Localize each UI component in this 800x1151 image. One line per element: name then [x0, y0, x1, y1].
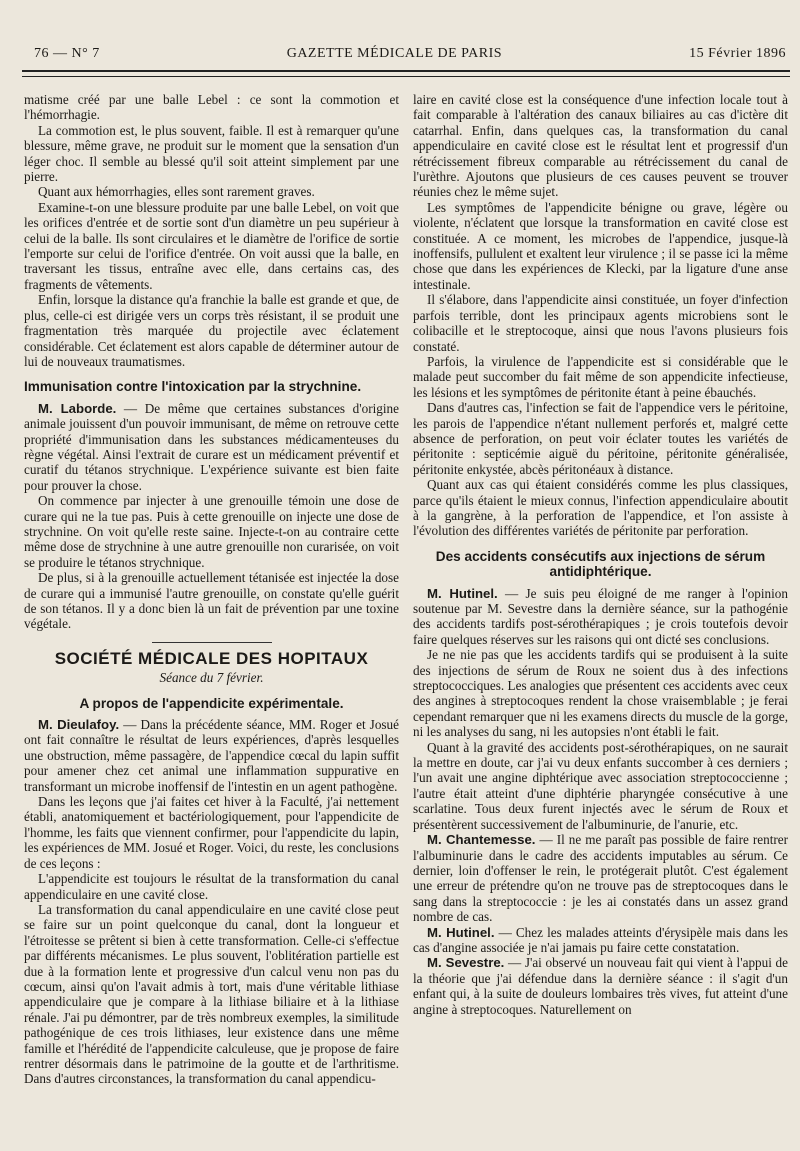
page-header [34, 46, 786, 62]
paragraph: Les symptômes de l'appendicite bénigne ou grave, légère ou violente, n'éclatent que lorsque la transformation en cavité close est constituée. A ce moment, les microbes de l'appendice, jusque-là inoffensifs, pullulent et exaltent leur virulence ; il se passe ici la même chose que dans les expériences de Klecki, par la ligature d'une anse intestinale. [413, 199, 788, 292]
paragraph: Il s'élabore, dans l'appendicite ainsi constituée, un foyer d'infection parfois terrible, dont les principaux agents microbiens sont le colibacille et le streptocoque, ainsi que nous l'avons plusieurs fois constaté. [413, 292, 788, 354]
paragraph [413, 955, 788, 1017]
speech-text: — Dans la précédente séance, MM. Roger et Josué ont fait connaître le résultat de leurs expériences, d'après lesquelles une obstruction, même passagère, de l'appendice cœcal du lapin suffit pour amener chez cet animal une inflammation suppurative en transformant un microbe inoffensif de l'intestin en un agent pathogène. [24, 717, 399, 794]
paragraph: Dans d'autres cas, l'infection se fait de l'appendice vers le péritoine, les parois de l'appendice n'étant nullement perforés et, malgré cette absence de perforation, on peut voir éclater toutes les variétés de péritonite : septicémie aiguë du péritoine, péritonite généralisée, péritonite enkystée, abcès péritonéaux à distance. [413, 400, 788, 477]
session-date: Séance du 7 février. [159, 670, 264, 686]
paragraph [413, 832, 788, 924]
paragraph: Dans les leçons que j'ai faites cet hiver à la Faculté, j'ai nettement établi, anatomiquement et bactériologiquement, pour l'appendicite de l'homme, les faits que viennent confirmer, pour l'appendicite du lapin, les expériences de MM. Josué et Roger. Voici, du reste, les conclusions de ces leçons : [24, 794, 399, 871]
paragraph: Enfin, lorsque la distance qu'a franchie la balle est grande et que, de plus, celle-ci est dirigée vers un corps très résistant, il se produit une fragmentation très marquée du projectile avec éclatement considérable. Cet éclatement est alors capable de déterminer autour de lui de nouveaux traumatismes. [24, 292, 399, 369]
left-column [24, 92, 399, 1147]
speech-text: — Je suis peu éloigné de me ranger à l'opinion soutenue par M. Sevestre dans la dernière séance, sur la pathogénie des accidents tardifs post-sérothérapiques ; je crois toutefois devoir faire quelques réserves sur les raisons qui ont dicté ses conclusions. [413, 585, 788, 647]
speaker-name: M. Dieulafoy. [38, 717, 120, 733]
header-rule-thick [22, 70, 790, 72]
paragraph [24, 401, 399, 493]
section-heading: Immunisation contre l'intoxication par la strychnine. [24, 379, 362, 395]
speech-text: — De même que certaines substances d'origine animale jouissent d'un pouvoir immunisant, de même on retrouve cette propriété d'immunisation dans les substances médicamenteuses du règne végétal. Ainsi l'extrait de curare est un médicament préventif et curatif du tétanos strychnique. L'expérience suivante est bien faite pour prouver la chose. [24, 400, 399, 493]
speech-text: — Il ne me paraît pas possible de faire rentrer l'albuminurie dans le cadre des accidents imputables au sérum. Ce dernier, loin d'offenser le rein, le protégerait plutôt. C'est également une erreur de prétendre qu'on ne trouve pas de streptocoques dans le sang dans la streptococcie : je les ai constatés dans un assez grand nombre de cas. [413, 832, 788, 925]
paragraph: Examine-t-on une blessure produite par une balle Lebel, on voit que les orifices d'entrée et de sortie sont d'un diamètre un peu supérieur à celui de la balle. Ils sont circulaires et le diamètre de l'orifice de sortie l'emporte sur celui de l'orifice d'entrée. On voit aussi que la balle, en traversant les tissus, entraîne avec elle, dans certains cas, des fragments de vêtements. [24, 199, 399, 292]
header-rule-thin [22, 76, 790, 77]
paragraph: Quant aux hémorrhagies, elles sont rarement graves. [38, 184, 315, 200]
journal-title: GAZETTE MÉDICALE DE PARIS [286, 46, 503, 61]
paragraph: laire en cavité close est la conséquence d'une infection locale tout à fait comparable à l'altération des canaux biliaires au cas d'ictère dit catarrhal. Enfin, dans quelques cas, la transformation du canal appendiculaire en cavité close est le résultat lent et progressif d'un rétrécissement fibreux comparable au rétrécissement du canal de l'urèthre. Ajoutons que plusieurs de ces causes peuvent se trouver réunies chez le même sujet. [413, 92, 788, 200]
paragraph: La commotion est, le plus souvent, faible. Il est à remarquer qu'une blessure, même grave, ne produit sur le moment que la sensation d'un léger choc. Il semble au blessé qu'il soit atteint simplement par une pierre. [24, 122, 399, 185]
paragraph: On commence par injecter à une grenouille témoin une dose de curare qui ne la tue pas. Puis à cette grenouille on injecte une dose de strychnine. On voit qu'elle reste saine. Injecte-t-on au contraire cette même dose de strychnine à une autre grenouille non curarisée, on voit se produire le tétanos strychnique. [24, 493, 399, 570]
section-heading: A propos de l'appendicite expérimentale. [79, 695, 344, 711]
paragraph: matisme créé par une balle Lebel : ce sont la commotion et l'hémorrhagie. [24, 92, 399, 123]
issue-date: 15 Février 1896 [689, 46, 786, 61]
paragraph: La transformation du canal appendiculaire en une cavité close peut se faire sur un point quelconque du canal, dont la longueur et l'étroitesse se prêtent si bien à cette transformation. Celle-ci s'effectue par différents mécanismes. Le plus souvent, l'oblitération partielle est due à la formation lente et progressive d'un calcul venu non pas du cœcum, ainsi qu'on l'avait admis à tort, mais d'une véritable lithiase appendiculaire que je compare à la lithiase biliaire et à la lithiase rénale. J'ai pu démontrer, par de très nombreux exemples, la similitude pathogénique de ces trois lithiases, leur existence dans une même famille et l'hérédité de l'appendicite calculeuse, que je propose de faire rentrer désormais dans le patrimoine de la goutte et de l'arthritisme. Dans d'autres circonstances, la transformation du canal appendicu- [24, 901, 399, 1087]
speech-text: — Chez les malades atteints d'érysipèle mais dans les cas d'angine associée je n'ai jamais pu faire cette constatation. [413, 924, 788, 955]
article-columns [24, 92, 788, 1147]
section-heading: Des accidents consécutifs aux injections de sérum antidiphtérique. [435, 548, 766, 580]
paragraph: Parfois, la virulence de l'appendicite est si considérable que le malade peut succomber du fait même de son appendicite infectieuse, les lésions et les symptômes de péritonite étant à peine ébauchés. [413, 353, 788, 400]
speech-text: — J'ai observé un nouveau fait qui vient à l'appui de la théorie que j'ai défendue dans la dernière séance : il s'agit d'un enfant qui, à la suite de douleurs lombaires très vives, fut atteint d'une angine à streptocoques. Naturellement on [413, 955, 788, 1017]
paragraph: Quant à la gravité des accidents post-sérothérapiques, on ne saurait la mettre en doute, car j'ai vu deux enfants succomber à ces derniers ; l'un avait une angine diphtérique avec association streptococcienne ; l'autre était atteint d'une diphtérie pharyngée consécutive à une scarlatine. Tous deux furent injectés avec le sérum de Roux et présentèrent successivement de l'albuminurie, de l'anurie, etc. [413, 739, 788, 832]
paragraph: Quant aux cas qui étaient considérés comme les plus classiques, parce qu'ils étaient le mieux connus, l'infection appendiculaire aboutit à la gangrène, à la perforation de l'appendice, et l'on assiste à l'évolution des différentes variétés de péritonite par perforation. [413, 477, 788, 539]
society-heading: SOCIÉTÉ MÉDICALE DES HOPITAUX [54, 648, 369, 668]
speaker-name: M. Chantemesse. [427, 832, 536, 848]
speaker-name: M. Hutinel. [427, 585, 498, 601]
divider [152, 642, 272, 643]
speaker-name: M. Sevestre. [427, 955, 505, 971]
paragraph: De plus, si à la grenouille actuellement tétanisée est injectée la dose de curare qui a immunisé l'autre grenouille, on constate qu'elle guérit de son tétanos. Il y a donc bien là un fait de prévention par une toxine végétale. [24, 570, 399, 632]
page-number: 76 — N° 7 [34, 46, 100, 61]
paragraph [413, 925, 788, 956]
speaker-name: M. Laborde. [38, 400, 117, 416]
paragraph [24, 717, 399, 794]
speaker-name: M. Hutinel. [427, 924, 495, 940]
paragraph: L'appendicite est toujours le résultat de la transformation du canal appendiculaire en une cavité close. [24, 871, 399, 902]
paragraph [413, 586, 788, 648]
paragraph: Je ne nie pas que les accidents tardifs qui se produisent à la suite des injections de sérum de Roux ne soient dus à des infections streptococciques. Les analogies que présentent ces accidents avec ceux des angines à streptocoques rendent la chose vraisemblable ; je ferai cependant remarquer que ni les examens directs du muscle de la gorge, ni les analyses du sang, ni les autopsies n'ont établi le fait. [413, 647, 788, 740]
right-column [413, 92, 788, 1147]
